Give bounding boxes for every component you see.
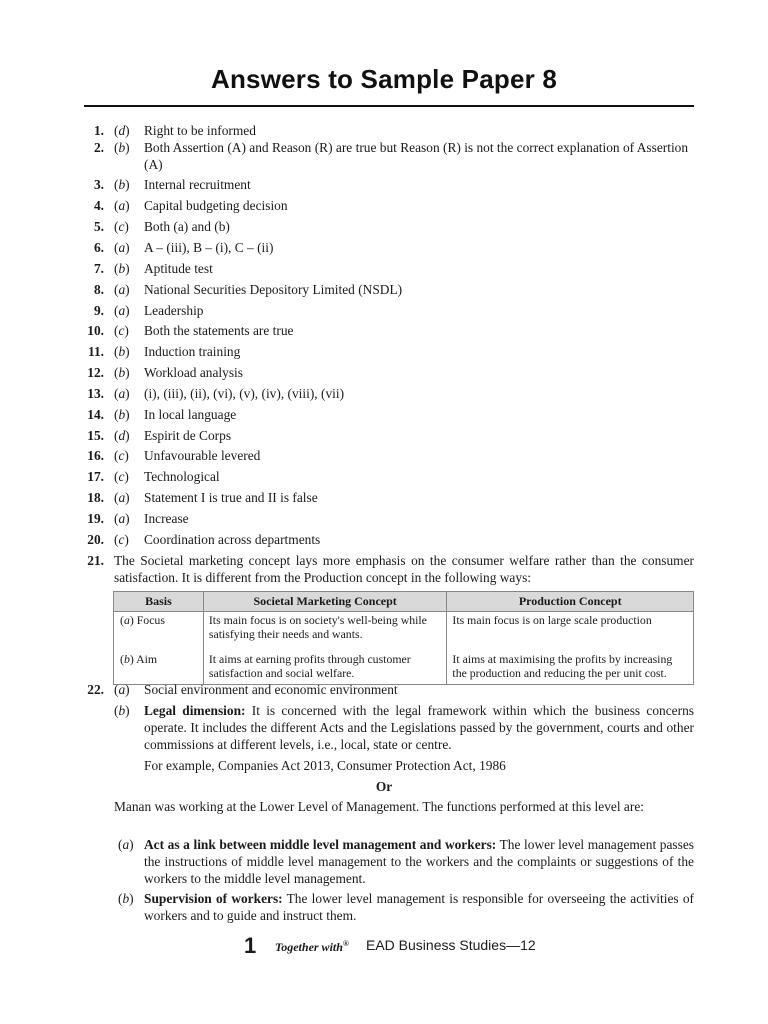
- answer-text: Induction training: [144, 344, 241, 359]
- table-cell-basis: (a) Focus: [114, 611, 204, 651]
- answer-number: 3.: [93, 177, 104, 192]
- term-label: Supervision of workers:: [144, 891, 283, 906]
- answer-number: 19.: [87, 511, 104, 526]
- answer-item: [82, 260, 694, 277]
- answer-item: [82, 427, 694, 444]
- answer-option: (c): [114, 532, 129, 547]
- answer-option: (c): [114, 448, 129, 463]
- table-row: [114, 611, 694, 651]
- answer-text: Both the statements are true: [144, 323, 294, 338]
- answer-option: (a): [114, 511, 130, 526]
- answer-text: Both Assertion (A) and Reason (R) are true but Reason (R) is not the correct explanation of Assertion (A): [144, 140, 689, 172]
- answer-text: The Societal marketing concept lays more emphasis on the consumer welfare rather than the consumer satisfaction. It is different from the Production concept in the following ways:: [114, 553, 694, 585]
- answer-number: 22.: [87, 682, 104, 697]
- answer-text: Workload analysis: [144, 365, 243, 380]
- table-header-production: Production Concept: [447, 592, 694, 612]
- answer-option: (b): [114, 344, 130, 359]
- answer-number: 6.: [93, 240, 104, 255]
- table-cell-basis: (b) Aim: [114, 651, 204, 685]
- point-text: Act as a link between middle level management and workers: The lower level management passes the instructions of middle level management to the workers and the complaints or suggestions of the workers to the middle level management.: [144, 837, 694, 886]
- answer-number: 11.: [88, 344, 104, 359]
- answer-option: (c): [114, 323, 129, 338]
- answer-item: [82, 218, 694, 235]
- answer-text: Internal recruitment: [144, 177, 251, 192]
- answer-number: 2.: [93, 140, 104, 155]
- answer-number: 7.: [93, 261, 104, 276]
- table-cell-societal: It aims at earning profits through customer satisfaction and social welfare.: [203, 651, 447, 685]
- answer-text: National Securities Depository Limited (NSDL): [144, 282, 403, 297]
- answer-text: Right to be informed: [144, 123, 256, 138]
- answer-text: Aptitude test: [144, 261, 213, 276]
- answer-number: 8.: [93, 282, 104, 297]
- answer-item: [82, 343, 694, 360]
- answer-option: (a): [114, 386, 130, 401]
- answer-option: (b): [114, 407, 130, 422]
- answer-option: (a): [114, 303, 130, 318]
- answer-21: [82, 552, 694, 586]
- answer-number: 5.: [93, 219, 104, 234]
- answer-text: Both (a) and (b): [144, 219, 230, 234]
- answer-22a: [82, 681, 694, 698]
- answer-number: 21.: [87, 553, 104, 568]
- answer-text: Increase: [144, 511, 189, 526]
- page-title: Answers to Sample Paper 8: [210, 64, 558, 94]
- answer-text: Coordination across departments: [144, 532, 321, 547]
- answer-number: 13.: [87, 386, 104, 401]
- answer-item: [82, 489, 694, 506]
- answer-option: (a): [114, 198, 130, 213]
- page-number: 1: [244, 933, 257, 958]
- answer-number: 9.: [93, 303, 104, 318]
- answer-option: (d): [114, 123, 130, 138]
- answer-option: (c): [114, 469, 129, 484]
- answer-number: 14.: [87, 407, 104, 422]
- answer-item: [82, 406, 694, 423]
- answer-item: [82, 510, 694, 527]
- example-text: For example, Companies Act 2013, Consumer Protection Act, 1986: [144, 758, 506, 773]
- answer-text: In local language: [144, 407, 237, 422]
- answer-option: (d): [114, 428, 130, 443]
- answer-text: A – (iii), B – (i), C – (ii): [144, 240, 274, 255]
- or-label: Or: [375, 779, 393, 794]
- answer-option: (a): [114, 682, 130, 697]
- answer-text: Social environment and economic environment: [144, 682, 398, 697]
- answer-option: (a): [114, 240, 130, 255]
- term-label: Act as a link between middle level management and workers:: [144, 837, 497, 852]
- answer-item: [82, 197, 694, 214]
- answer-22b: [82, 702, 694, 754]
- table-header-societal: Societal Marketing Concept: [203, 592, 447, 612]
- answer-item: [82, 176, 694, 193]
- table-cell-societal: Its main focus is on society's well-being while satisfying their needs and wants.: [203, 611, 447, 651]
- answer-text: Technological: [144, 469, 220, 484]
- table-row: [114, 651, 694, 685]
- answer-item: [82, 531, 694, 548]
- answer-text: Unfavourable levered: [144, 448, 261, 463]
- answer-text: Legal dimension: It is concerned with the legal framework within which the business concerns operate. It includes the different Acts and the Legislations passed by the government, courts and other commissions at different levels, i.e., local, state or centre.: [144, 703, 694, 752]
- answer-item: [82, 281, 694, 298]
- answer-item: [82, 447, 694, 464]
- answer-number: 16.: [87, 448, 104, 463]
- answer-option: (b): [114, 177, 130, 192]
- function-point: [82, 836, 694, 888]
- answer-number: 17.: [87, 469, 104, 484]
- answer-number: 1.: [93, 123, 104, 138]
- point-option: (b): [118, 891, 134, 906]
- answer-item: [82, 139, 694, 173]
- answer-text: Capital budgeting decision: [144, 198, 288, 213]
- answer-option: (c): [114, 219, 129, 234]
- answer-number: 10.: [87, 323, 104, 338]
- table-cell-production: Its main focus is on large scale production: [447, 611, 694, 651]
- table-header-row: [114, 592, 694, 612]
- answer-number: 4.: [93, 198, 104, 213]
- answer-option: (b): [114, 261, 130, 276]
- answer-number: 15.: [87, 428, 104, 443]
- answer-item: [82, 468, 694, 485]
- answer-number: 12.: [87, 365, 104, 380]
- term-label: Legal dimension:: [144, 703, 246, 718]
- answer-option: (b): [114, 365, 130, 380]
- answer-option: (b): [114, 703, 130, 718]
- answer-option: (a): [114, 490, 130, 505]
- point-text: Supervision of workers: The lower level management is responsible for overseeing the activities of workers and to guide and instruct them.: [144, 891, 694, 923]
- answer-item: [82, 385, 694, 402]
- answer-item: [82, 322, 694, 339]
- intro-text: Manan was working at the Lower Level of Management. The functions performed at this level are:: [114, 799, 644, 814]
- title-rule: [84, 105, 694, 107]
- table-cell-production: It aims at maximising the profits by increasing the production and reducing the per unit cost.: [447, 651, 694, 685]
- answer-option: (b): [114, 140, 130, 155]
- table-header-basis: Basis: [114, 592, 204, 612]
- point-option: (a): [118, 837, 134, 852]
- book-title: EAD Business Studies—12: [366, 937, 536, 953]
- answer-item: [82, 302, 694, 319]
- answer-text: Statement I is true and II is false: [144, 490, 318, 505]
- answer-number: 18.: [87, 490, 104, 505]
- answer-text: Espirit de Corps: [144, 428, 232, 443]
- answer-text: (i), (iii), (ii), (vi), (v), (iv), (viii), (vii): [144, 386, 345, 401]
- answer-item: [82, 122, 694, 139]
- answer-option: (a): [114, 282, 130, 297]
- page-footer: [0, 933, 768, 957]
- answer-item: [82, 239, 694, 256]
- answer-text: Leadership: [144, 303, 204, 318]
- comparison-table: [113, 591, 694, 685]
- brand-name: Together with®: [275, 939, 349, 954]
- function-point: [82, 890, 694, 924]
- answer-number: 20.: [87, 532, 104, 547]
- answer-item: [82, 364, 694, 381]
